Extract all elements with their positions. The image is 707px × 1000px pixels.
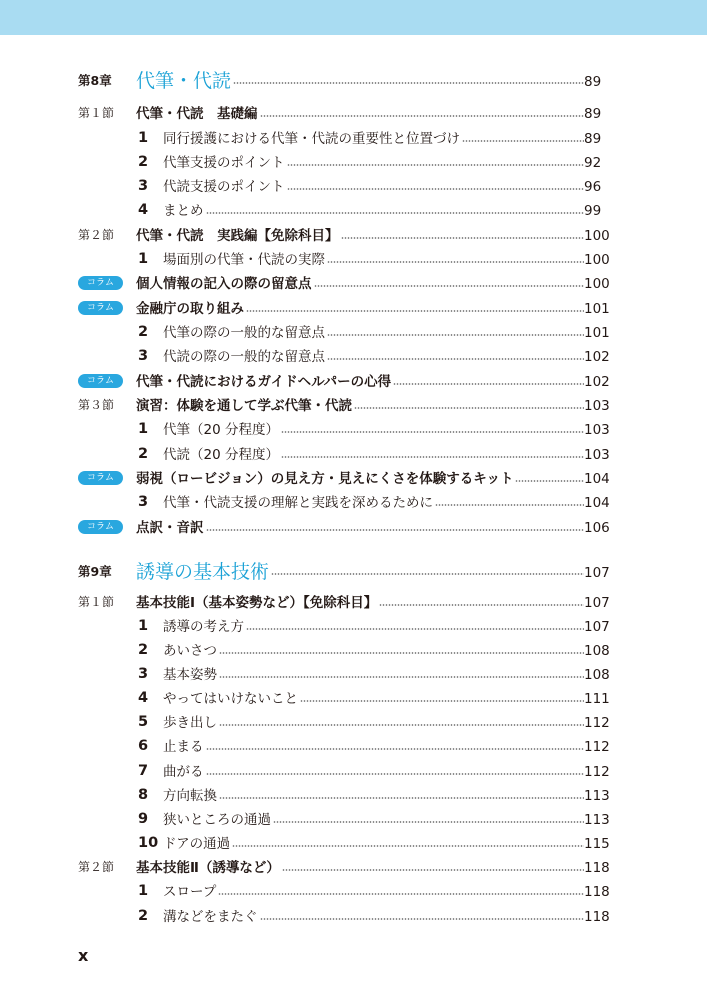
item-row [0, 905, 707, 929]
entry-title: 代筆・代読におけるガイドヘルパーの心得 [136, 374, 392, 390]
dot-leader [354, 407, 584, 409]
page-number: 118 [584, 909, 610, 925]
toc-entry [163, 905, 584, 929]
entry-title: 代読支援のポイント [163, 179, 285, 195]
page-number: 113 [584, 812, 610, 828]
section-label: 第２節 [78, 860, 115, 874]
item-number: 4 [138, 202, 149, 218]
page-number: 112 [584, 739, 610, 755]
page-number: 103 [584, 398, 610, 414]
section-row [0, 224, 707, 248]
dot-leader [327, 358, 584, 360]
dot-leader [287, 164, 585, 166]
item-row [0, 175, 707, 199]
page-number: 104 [584, 495, 610, 511]
toc-entry [136, 102, 584, 126]
item-row [0, 832, 707, 856]
item-row [0, 127, 707, 151]
toc-entry [136, 516, 584, 540]
dot-leader [219, 652, 584, 654]
toc-entry [163, 491, 584, 515]
item-number: 1 [138, 130, 149, 146]
page-number: 107 [584, 565, 610, 581]
page-number: 100 [584, 276, 610, 292]
dot-leader [462, 140, 584, 142]
item-row [0, 491, 707, 515]
dot-leader [281, 431, 584, 433]
item-number: 3 [138, 494, 149, 510]
item-row [0, 418, 707, 442]
page-number: 89 [584, 106, 602, 122]
entry-title: 代筆・代読 基礎編 [136, 106, 258, 122]
page-number: 92 [584, 155, 602, 171]
dot-leader [206, 529, 585, 531]
page-number: 118 [584, 860, 610, 876]
page-number: 108 [584, 643, 610, 659]
toc-entry [136, 467, 584, 491]
dot-leader [273, 821, 584, 823]
dot-leader [515, 480, 584, 482]
chapter-row [0, 69, 707, 93]
item-number: 4 [138, 690, 149, 706]
column-row [0, 467, 707, 491]
item-row [0, 663, 707, 687]
entry-title: 歩き出し [163, 715, 217, 731]
page-number: 102 [584, 374, 610, 390]
entry-title: 場面別の代筆・代読の実際 [163, 252, 325, 268]
item-row [0, 321, 707, 345]
column-row [0, 516, 707, 540]
toc-entry [136, 224, 584, 248]
dot-leader [206, 773, 585, 775]
item-row [0, 639, 707, 663]
toc-entry [163, 321, 584, 345]
toc-entry [163, 687, 584, 711]
toc-entry [163, 615, 584, 639]
entry-title: 代筆・代読 [136, 70, 232, 92]
toc-entry [163, 880, 584, 904]
item-row [0, 687, 707, 711]
item-row [0, 784, 707, 808]
toc-entry [163, 151, 584, 175]
toc-entry [163, 199, 584, 223]
toc-entry [163, 808, 584, 832]
item-number: 1 [138, 883, 149, 899]
column-row [0, 297, 707, 321]
chapter-label: 第9章 [78, 564, 112, 579]
entry-title: 基本姿勢 [163, 667, 217, 683]
page-number: 111 [584, 691, 610, 707]
toc-entry [163, 784, 584, 808]
item-number: 3 [138, 666, 149, 682]
page-number: 100 [584, 228, 610, 244]
dot-leader [218, 893, 584, 895]
item-number: 9 [138, 811, 149, 827]
page-folio: x [78, 946, 89, 965]
toc-entry [163, 248, 584, 272]
section-row [0, 591, 707, 615]
item-row [0, 443, 707, 467]
dot-leader [206, 748, 585, 750]
dot-leader [233, 82, 584, 84]
entry-title: 代読（20 分程度） [163, 447, 279, 463]
entry-title: 狭いところの通過 [163, 812, 271, 828]
dot-leader [287, 188, 585, 190]
item-row [0, 711, 707, 735]
entry-title: 弱視（ロービジョン）の見え方・見えにくさを体験するキット [136, 471, 514, 487]
section-label: 第１節 [78, 595, 115, 609]
column-badge: コラム [78, 471, 123, 485]
dot-leader [393, 383, 584, 385]
item-number: 8 [138, 787, 149, 803]
entry-title: 基本技能Ⅰ（基本姿勢など）【免除科目】 [136, 595, 378, 611]
entry-title: 方向転換 [163, 788, 217, 804]
dot-leader [219, 676, 584, 678]
toc-entry [163, 418, 584, 442]
dot-leader [246, 310, 584, 312]
item-row [0, 808, 707, 832]
page-number: 107 [584, 595, 610, 611]
dot-leader [314, 285, 585, 287]
page-number: 112 [584, 764, 610, 780]
dot-leader [327, 334, 584, 336]
column-badge: コラム [78, 374, 123, 388]
section-row [0, 102, 707, 126]
entry-title: 代筆支援のポイント [163, 155, 285, 171]
item-row [0, 735, 707, 759]
dot-leader [379, 604, 584, 606]
item-number: 10 [138, 835, 159, 851]
column-badge: コラム [78, 520, 123, 534]
chapter-label: 第8章 [78, 73, 112, 88]
column-badge: コラム [78, 276, 123, 290]
entry-title: ドアの通過 [163, 836, 231, 852]
dot-leader [219, 797, 584, 799]
page-number: 99 [584, 203, 602, 219]
dot-leader [260, 115, 585, 117]
toc-entry [136, 370, 584, 394]
page-number: 106 [584, 520, 610, 536]
entry-title: 演習：体験を通して学ぶ代筆・代読 [136, 398, 352, 414]
toc-entry [163, 711, 584, 735]
entry-title: 代筆の際の一般的な留意点 [163, 325, 325, 341]
dot-leader [232, 845, 584, 847]
dot-leader [282, 869, 584, 871]
section-label: 第３節 [78, 398, 115, 412]
dot-leader [327, 261, 584, 263]
entry-title: 曲がる [163, 764, 204, 780]
item-number: 3 [138, 348, 149, 364]
entry-title: 基本技能Ⅱ（誘導など） [136, 860, 280, 876]
page-number: 101 [584, 325, 610, 341]
entry-title: 金融庁の取り組み [136, 301, 244, 317]
dot-leader [435, 504, 584, 506]
item-number: 1 [138, 251, 149, 267]
page-number: 118 [584, 884, 610, 900]
entry-title: 同行援護における代筆・代読の重要性と位置づけ [163, 131, 460, 147]
page-number: 115 [584, 836, 610, 852]
dot-leader [219, 724, 584, 726]
item-row [0, 615, 707, 639]
entry-title: 代筆・代読支援の理解と実践を深めるために [163, 495, 433, 511]
item-number: 5 [138, 714, 149, 730]
entry-title: あいさつ [163, 643, 217, 659]
item-number: 2 [138, 324, 149, 340]
section-row [0, 856, 707, 880]
entry-title: 個人情報の記入の際の留意点 [136, 276, 312, 292]
entry-title: 誘導の基本技術 [136, 561, 270, 583]
page-number: 103 [584, 447, 610, 463]
toc-entry [136, 560, 584, 584]
section-label: 第１節 [78, 106, 115, 120]
dot-leader [271, 573, 584, 575]
item-row [0, 760, 707, 784]
toc-entry [163, 443, 584, 467]
entry-title: まとめ [163, 203, 204, 219]
toc-entry [163, 832, 584, 856]
entry-title: 代筆・代読 実践編【免除科目】 [136, 228, 339, 244]
entry-title: 止まる [163, 739, 204, 755]
item-row [0, 345, 707, 369]
toc-entry [136, 69, 584, 93]
page-number: 96 [584, 179, 602, 195]
dot-leader [206, 212, 585, 214]
page-number: 89 [584, 74, 602, 90]
toc-entry [136, 297, 584, 321]
item-row [0, 151, 707, 175]
item-number: 1 [138, 618, 149, 634]
toc-entry [163, 345, 584, 369]
column-badge: コラム [78, 301, 123, 315]
entry-title: 誘導の考え方 [163, 619, 244, 635]
toc-entry [163, 663, 584, 687]
entry-title: スロープ [163, 884, 217, 900]
section-label: 第２節 [78, 228, 115, 242]
page-number: 100 [584, 252, 610, 268]
dot-leader [281, 456, 584, 458]
page-number: 108 [584, 667, 610, 683]
entry-title: 点訳・音訳 [136, 520, 204, 536]
dot-leader [341, 237, 585, 239]
toc-entry [163, 639, 584, 663]
dot-leader [260, 918, 585, 920]
toc-entry [136, 591, 584, 615]
dot-leader [246, 628, 584, 630]
item-row [0, 248, 707, 272]
item-number: 2 [138, 642, 149, 658]
entry-title: 代読の際の一般的な留意点 [163, 349, 325, 365]
item-number: 3 [138, 178, 149, 194]
item-number: 1 [138, 421, 149, 437]
item-number: 2 [138, 908, 149, 924]
item-number: 7 [138, 763, 149, 779]
page-number: 89 [584, 131, 602, 147]
item-number: 2 [138, 446, 149, 462]
chapter-row [0, 560, 707, 584]
page-number: 112 [584, 715, 610, 731]
item-row [0, 199, 707, 223]
column-row [0, 370, 707, 394]
page-number: 102 [584, 349, 610, 365]
page-number: 113 [584, 788, 610, 804]
entry-title: 代筆（20 分程度） [163, 422, 279, 438]
dot-leader [300, 700, 584, 702]
toc-entry [163, 760, 584, 784]
toc-entry [163, 735, 584, 759]
toc-entry [163, 127, 584, 151]
toc-entry [163, 175, 584, 199]
toc-entry [136, 272, 584, 296]
page-number: 101 [584, 301, 610, 317]
page-number: 104 [584, 471, 610, 487]
page-number: 107 [584, 619, 610, 635]
section-row [0, 394, 707, 418]
item-row [0, 880, 707, 904]
toc-entry [136, 856, 584, 880]
item-number: 2 [138, 154, 149, 170]
column-row [0, 272, 707, 296]
entry-title: 溝などをまたぐ [163, 909, 258, 925]
toc-entry [136, 394, 584, 418]
item-number: 6 [138, 738, 149, 754]
page-number: 103 [584, 422, 610, 438]
entry-title: やってはいけないこと [163, 691, 298, 707]
